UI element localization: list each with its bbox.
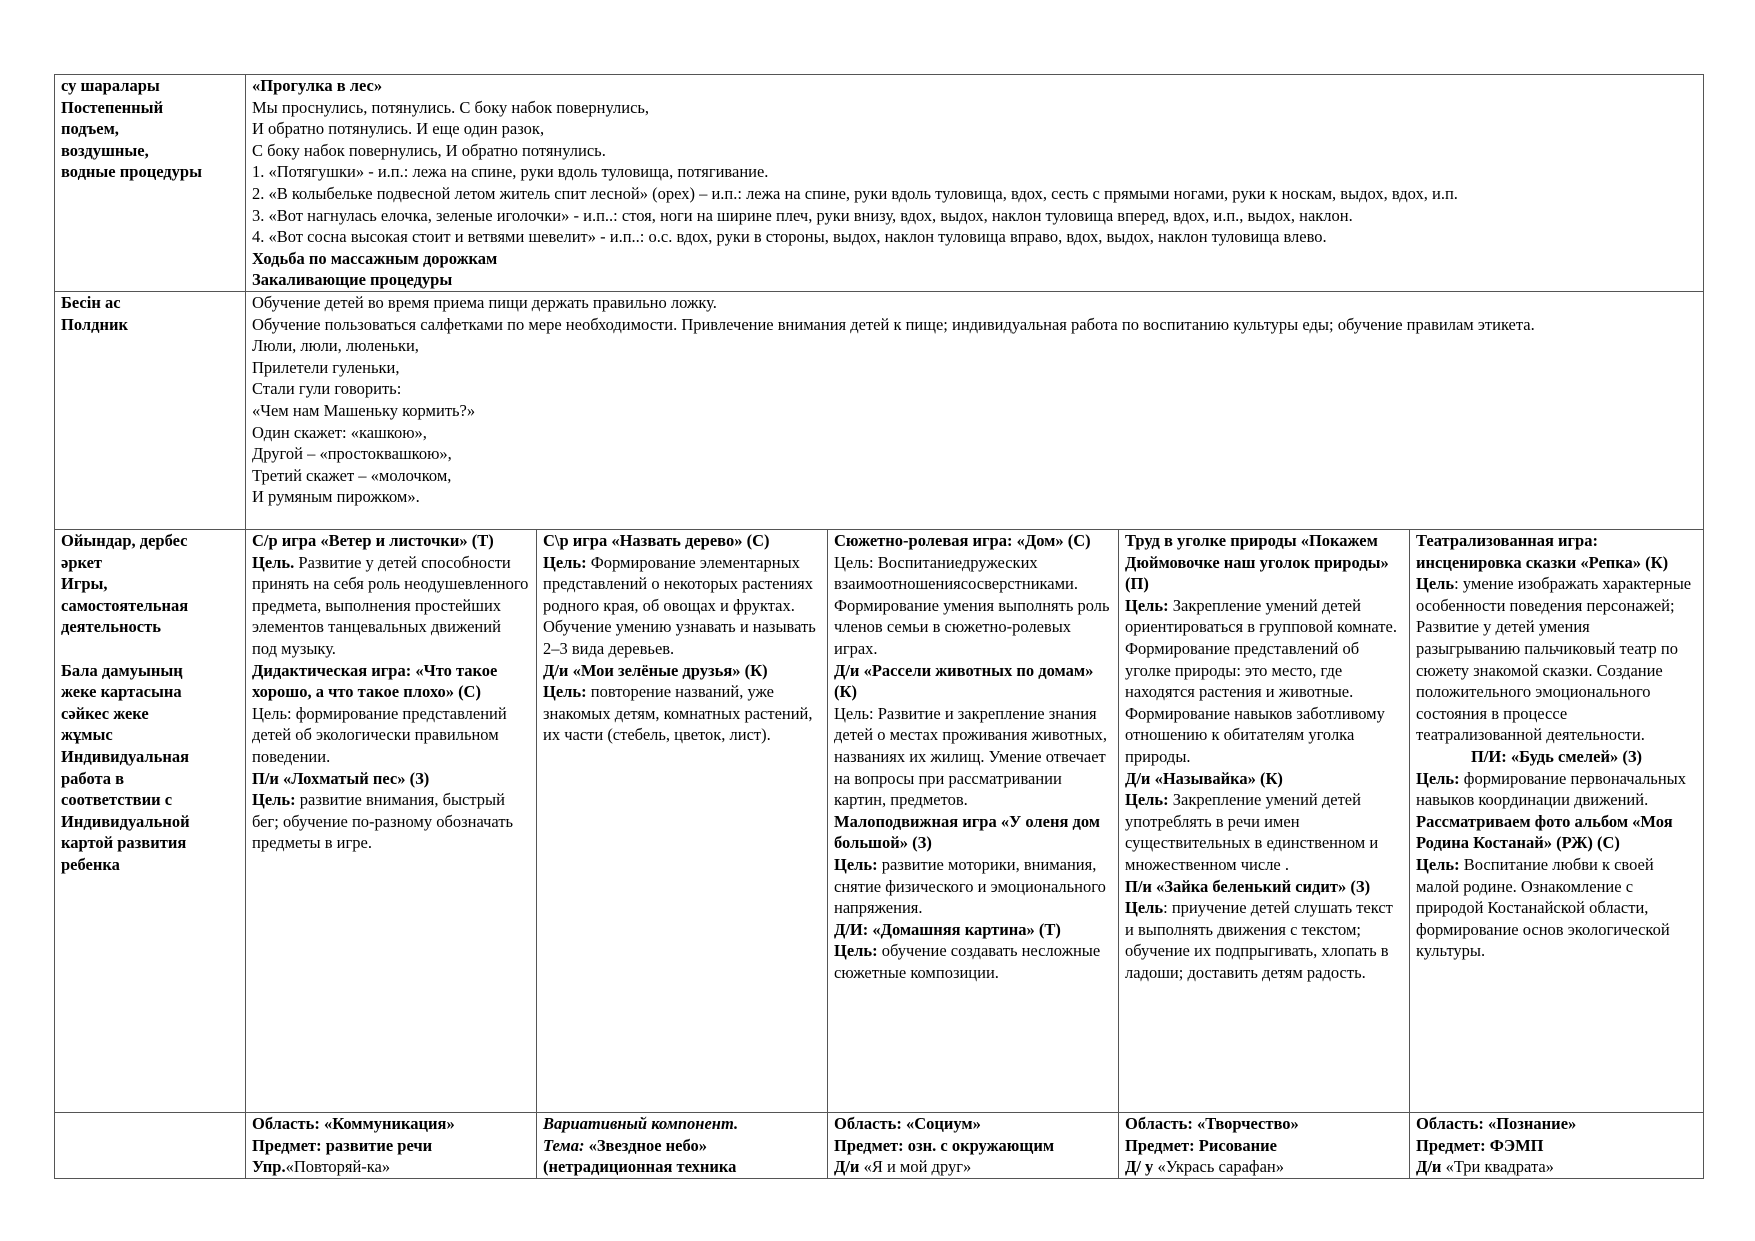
area-cell-3 bbox=[828, 1113, 1119, 1179]
game-title: С/р игра «Ветер и листочки» (Т) bbox=[252, 531, 494, 550]
daily-plan-table bbox=[54, 74, 1704, 1179]
game-goal: Цель: формирование представлений детей об экологически правильном поведении. bbox=[252, 703, 507, 766]
games-cell-4 bbox=[1119, 530, 1410, 1113]
water-procedures-content bbox=[246, 75, 1704, 292]
rhyme-line: Стали гули говорить: bbox=[252, 379, 402, 399]
game-title: Д/И: «Домашняя картина» (Т) bbox=[834, 919, 1061, 939]
variative-component: Вариативный компонент. bbox=[543, 1114, 739, 1133]
game-title: Д/и «Называйка» (К) bbox=[1125, 768, 1283, 788]
row-label-areas bbox=[55, 1113, 246, 1179]
game-title: Труд в уголке природы «Покажем Дюймовочке наш уголок природы» (П) bbox=[1125, 531, 1389, 594]
game-goal: Цель: умение изображать характерные особенности поведения персонажей; Развитие у детей умения разыгрыванию пальчиковый театр по сюжету знакомой сказки. Создание положительного эмоционального состояния в процессе театрализованной деятельности. bbox=[1416, 574, 1692, 745]
games-cell-3 bbox=[828, 530, 1119, 1113]
area-exercise: Д/и «Я и мой друг» bbox=[834, 1157, 972, 1177]
game-goal: Цель: Закрепление умений детей употреблять в речи имен существительных в единственном и множественном числе . bbox=[1125, 790, 1379, 874]
poem-line: Мы проснулись, потянулись. С боку набок повернулись, bbox=[252, 97, 650, 117]
game-goal: Цель: развитие моторики, внимания, снятие физического и эмоционального напряжения. bbox=[834, 854, 1106, 918]
game-goal: Цель: повторение названий, уже знакомых детям, комнатных растений, их части (стебель, цветок, лист). bbox=[543, 682, 813, 745]
area-subject: Предмет: ФЭМП bbox=[1416, 1135, 1544, 1155]
area-subject: Предмет: озн. с окружающим bbox=[834, 1135, 1055, 1155]
area-name: Область: «Познание» bbox=[1416, 1114, 1577, 1133]
exercise-item: 4. «Вот сосна высокая стоит и ветвями шевелит» - и.п..: о.с. вдох, руки в стороны, выдох, наклон туловища вправо, вдох, выдох, наклон туловища влево. bbox=[252, 227, 1327, 247]
area-cell-1 bbox=[246, 1113, 537, 1179]
game-goal: Цель: Формирование элементарных представлений о некоторых растениях родного края, об овощах и фруктах. Обучение умению узнавать и называть 2–3 вида деревьев. bbox=[543, 552, 816, 658]
area-exercise: Д/ у «Укрась сарафан» bbox=[1125, 1157, 1284, 1177]
exercise-item: 1. «Потягушки» - и.п.: лежа на спине, руки вдоль туловища, потягивание. bbox=[252, 162, 769, 182]
rhyme-line: Другой – «простоквашкою», bbox=[252, 444, 452, 464]
game-title: П/И: «Будь смелей» (З) bbox=[1470, 746, 1643, 766]
area-name: Область: «Социум» bbox=[834, 1114, 981, 1133]
game-title: Театрализованная игра: инсценировка сказки «Репка» (К) bbox=[1416, 531, 1669, 572]
game-title: П/и «Лохматый пес» (З) bbox=[252, 768, 430, 788]
poem-line: И обратно потянулись. И еще один разок, bbox=[252, 119, 545, 139]
rhyme-line: Один скажет: «кашкою», bbox=[252, 422, 427, 442]
massage-walk: Ходьба по массажным дорожкам bbox=[252, 248, 498, 268]
game-goal: Цель: развитие внимания, быстрый бег; обучение по-разному обозначать предметы в игре. bbox=[252, 790, 514, 853]
area-cell-4 bbox=[1119, 1113, 1410, 1179]
area-technique: (нетрадиционная техника bbox=[543, 1157, 737, 1177]
game-title: Д/и «Мои зелёные друзья» (К) bbox=[543, 660, 768, 680]
game-title: П/и «Зайка беленький сидит» (З) bbox=[1125, 876, 1371, 896]
games-cell-1 bbox=[246, 530, 537, 1113]
game-goal: Цель: приучение детей слушать текст и выполнять движения с текстом; обучение их подпрыгивать, хлопать в ладоши; доставить детям радость. bbox=[1125, 898, 1393, 982]
area-name: Область: «Творчество» bbox=[1125, 1114, 1299, 1133]
exercise-item: 3. «Вот нагнулась елочка, зеленые иголочки» - и.п..: стоя, ноги на ширине плеч, руки внизу, вдох, выдох, наклон туловища вперед, вдох, и.п., выдох, наклон. bbox=[252, 205, 1353, 225]
game-goal: Цель: Закрепление умений детей ориентироваться в групповой комнате. Формирование представлений об уголке природы: это место, где находятся растения и животные. Формирование навыков заботливому отношению к обитателям уголка природы. bbox=[1125, 595, 1397, 766]
area-name: Область: «Коммуникация» bbox=[252, 1114, 455, 1133]
rhyme-line: Люли, люли, люленьки, bbox=[252, 336, 419, 356]
hardening-procedures: Закаливающие процедуры bbox=[252, 270, 453, 290]
snack-content bbox=[246, 292, 1704, 530]
games-cell-5 bbox=[1410, 530, 1704, 1113]
table-row-areas bbox=[55, 1113, 1704, 1179]
game-goal: Цель: Воспитаниедружеских взаимоотношениясосверстниками. Формирование умения выполнять роль членов семьи в сюжетно-ролевых играх. bbox=[834, 552, 1110, 658]
area-cell-5 bbox=[1410, 1113, 1704, 1179]
table-row-water-procedures bbox=[55, 75, 1704, 292]
games-cell-2 bbox=[537, 530, 828, 1113]
table-row-snack bbox=[55, 292, 1704, 530]
rhyme-line: Третий скажет – «молочком, bbox=[252, 465, 452, 485]
game-title: Сюжетно-ролевая игра: «Дом» (С) bbox=[834, 531, 1091, 550]
snack-line: Обучение детей во время приема пищи держать правильно ложку. bbox=[252, 293, 717, 312]
area-subject: Предмет: развитие речи bbox=[252, 1135, 433, 1155]
poem-line: С боку набок повернулись, И обратно потянулись. bbox=[252, 140, 606, 160]
game-title: Д/и «Рассели животных по домам» (К) bbox=[834, 660, 1094, 702]
area-cell-2 bbox=[537, 1113, 828, 1179]
game-title: Дидактическая игра: «Что такое хорошо, а что такое плохо» (С) bbox=[252, 660, 498, 702]
game-title: С\р игра «Назвать дерево» (С) bbox=[543, 531, 770, 550]
row-label-water-procedures: су шаралары Постепенный подъем, воздушные, водные процедуры bbox=[55, 75, 246, 292]
area-exercise: Упр.«Повторяй-ка» bbox=[252, 1157, 391, 1177]
table-row-games bbox=[55, 530, 1704, 1113]
area-exercise: Д/и «Три квадрата» bbox=[1416, 1157, 1554, 1177]
area-topic: Тема: «Звездное небо» bbox=[543, 1135, 708, 1155]
game-title: Рассматриваем фото альбом «Моя Родина Костанай» (РЖ) (С) bbox=[1416, 811, 1673, 853]
row-label-snack: Бесін ас Полдник bbox=[55, 292, 246, 530]
game-goal: Цель: Воспитание любви к своей малой родине. Ознакомление с природой Костанайской области, формирование основ экологической культуры. bbox=[1416, 854, 1670, 961]
exercise-item: 2. «В колыбельке подвесной летом житель спит лесной» (орех) – и.п.: лежа на спине, руки вдоль туловища, вдох, сесть с прямыми ногами, руки к носкам, выдох, вдох, и.п. bbox=[252, 183, 1458, 203]
rhyme-line: Прилетели гуленьки, bbox=[252, 357, 400, 377]
game-goal: Цель: формирование первоначальных навыков координации движений. bbox=[1416, 768, 1686, 810]
exercise-title: «Прогулка в лес» bbox=[252, 76, 383, 95]
game-goal: Цель: Развитие и закрепление знания детей о местах проживания животных, названиях их жилищ. Умение отвечает на вопросы при рассматривании картин, предметов. bbox=[834, 703, 1108, 810]
game-title: Малоподвижная игра «У оленя дом большой» (З) bbox=[834, 811, 1101, 853]
rhyme-line: «Чем нам Машеньку кормить?» bbox=[252, 400, 476, 420]
game-goal: Цель. Развитие у детей способности принять на себя роль неодушевленного предмета, выполнения простейших элементов танцевальных движений под музыку. bbox=[252, 552, 529, 658]
row-label-games: Ойындар, дербес әркет Игры, самостоятельная деятельность Бала дамуының жеке картасына сәйкес жеке жұмыс Индивидуальная работа в соответствии с Индивидуальной картой развития ребенка bbox=[55, 530, 246, 1113]
game-goal: Цель: обучение создавать несложные сюжетные композиции. bbox=[834, 941, 1101, 982]
rhyme-line: И румяным пирожком». bbox=[252, 487, 420, 507]
snack-line: Обучение пользоваться салфетками по мере необходимости. Привлечение внимания детей к пище; индивидуальная работа по воспитанию культуры еды; обучение правилам этикета. bbox=[252, 314, 1535, 334]
area-subject: Предмет: Рисование bbox=[1125, 1135, 1277, 1155]
